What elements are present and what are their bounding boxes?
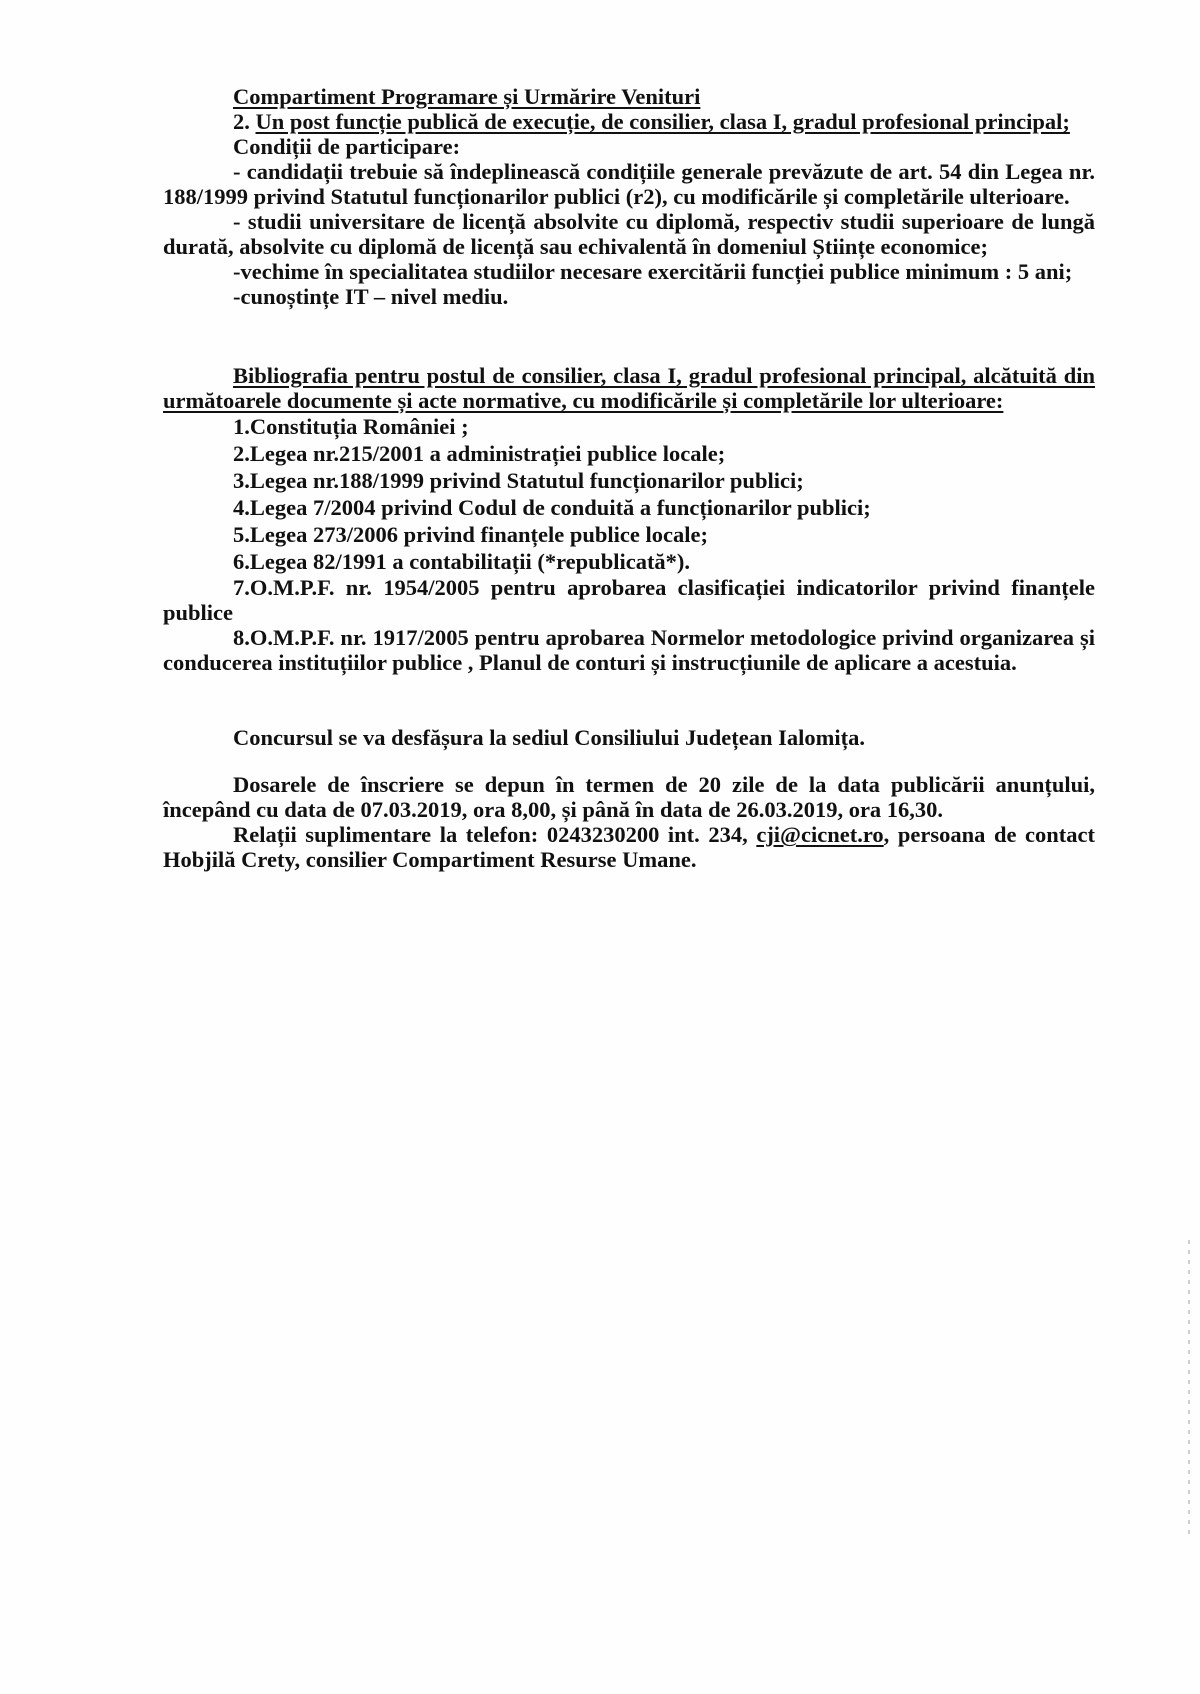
- document-body: [163, 84, 1095, 872]
- post-number: 2.: [233, 109, 250, 134]
- deadline-notice: Dosarele de înscriere se depun în termen de 20 zile de la data publicării anunțului, începând cu data de 07.03.2019, ora 8,00, și până în data de 26.03.2019, ora 16,30.: [163, 772, 1095, 822]
- bibliography-item: 5.Legea 273/2006 privind finanțele publice locale;: [233, 522, 708, 547]
- condition-item: - studii universitare de licență absolvite cu diplomă, respectiv studii superioare de lungă durată, absolvite cu diplomă de licență sau echivalentă în domeniul Științe economice;: [163, 209, 1095, 259]
- section-heading: Compartiment Programare și Urmărire Venituri: [233, 84, 701, 109]
- bibliography-item: 4.Legea 7/2004 privind Codul de conduită a funcționarilor publici;: [233, 495, 871, 520]
- conditions-heading: Condiții de participare:: [233, 134, 461, 159]
- post-title-text: Un post funcție publică de execuție, de consilier, clasa I, gradul profesional principal;: [255, 109, 1070, 134]
- bibliography-heading: Bibliografia pentru postul de consilier, clasa I, gradul profesional principal, alcătuită din următoarele documente și acte normative, cu modificările și completările lor ulterioare:: [163, 363, 1095, 413]
- spacer: [163, 309, 1095, 363]
- post-title: [163, 109, 1095, 134]
- bibliography-item: 1.Constituția României ;: [233, 414, 469, 439]
- spacer: [163, 750, 1095, 772]
- bibliography-item: 6.Legea 82/1991 a contabilitații (*republicată*).: [233, 549, 691, 574]
- condition-item: - candidații trebuie să îndeplinească condițiile generale prevăzute de art. 54 din Legea nr. 188/1999 privind Statutul funcționarilor publici (r2), cu modificările și completările ulterioare.: [163, 159, 1095, 209]
- contact-info: Relații suplimentare la telefon: 0243230200 int. 234, cji@cicnet.ro, persoana de contact Hobjilă Crety, consilier Compartiment Resurse Umane.: [163, 822, 1095, 872]
- bibliography-item: 3.Legea nr.188/1999 privind Statutul funcționarilor publici;: [233, 468, 804, 493]
- bibliography-item: 7.O.M.P.F. nr. 1954/2005 pentru aprobarea clasificației indicatorilor privind finanțele publice: [163, 575, 1095, 625]
- scan-edge-mark: [1188, 1240, 1190, 1540]
- venue-notice: Concursul se va desfășura la sediul Consiliului Județean Ialomița.: [233, 725, 865, 750]
- bibliography-list: [163, 413, 1095, 675]
- condition-item: -vechime în specialitatea studiilor necesare exercitării funcției publice minimum : 5 ani;: [233, 259, 1073, 284]
- condition-item: -cunoștințe IT – nivel mediu.: [233, 284, 509, 309]
- bibliography-item: 2.Legea nr.215/2001 a administrației publice locale;: [233, 441, 726, 466]
- contact-email-link[interactable]: cji@cicnet.ro: [756, 822, 884, 847]
- bibliography-item: 8.O.M.P.F. nr. 1917/2005 pentru aprobarea Normelor metodologice privind organizarea și conducerea instituțiilor publice , Planul de conturi și instrucțiunile de aplicare a acestuia.: [163, 625, 1095, 675]
- spacer: [163, 675, 1095, 725]
